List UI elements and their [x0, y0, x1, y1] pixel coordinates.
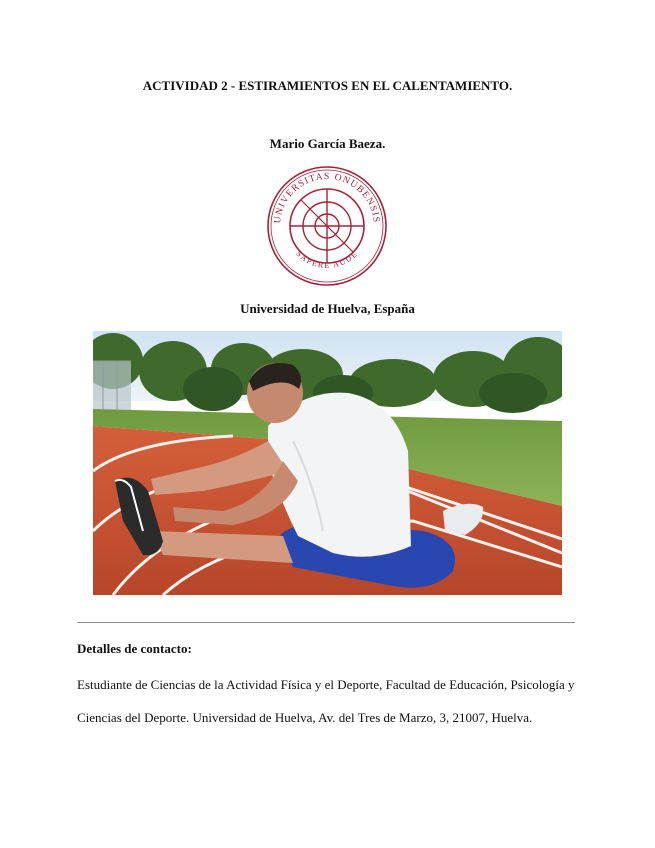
section-divider [77, 622, 575, 623]
athlete-stretching-photo [93, 331, 562, 595]
seal-bottom-text: SAPERE AUDE [294, 249, 360, 270]
contact-details [77, 668, 582, 734]
university-seal-icon [266, 165, 388, 287]
author-name: Mario García Baeza. [269, 136, 386, 151]
document-title: ACTIVIDAD 2 - ESTIRAMIENTOS EN EL CALENTAMIENTO. [142, 78, 513, 93]
contact-line-2: Ciencias del Deporte. Universidad de Huelva, Av. del Tres de Marzo, 3, 21007, Huelva. [77, 710, 533, 725]
contact-heading: Detalles de contacto: [77, 641, 192, 656]
university-name: Universidad de Huelva, España [240, 301, 415, 316]
seal-top-text: UNIVERSITAS ONUBENSIS [272, 171, 381, 224]
contact-line-1: Estudiante de Ciencias de la Actividad Física y el Deporte, Facultad de Educación, Psicología y [77, 677, 575, 692]
